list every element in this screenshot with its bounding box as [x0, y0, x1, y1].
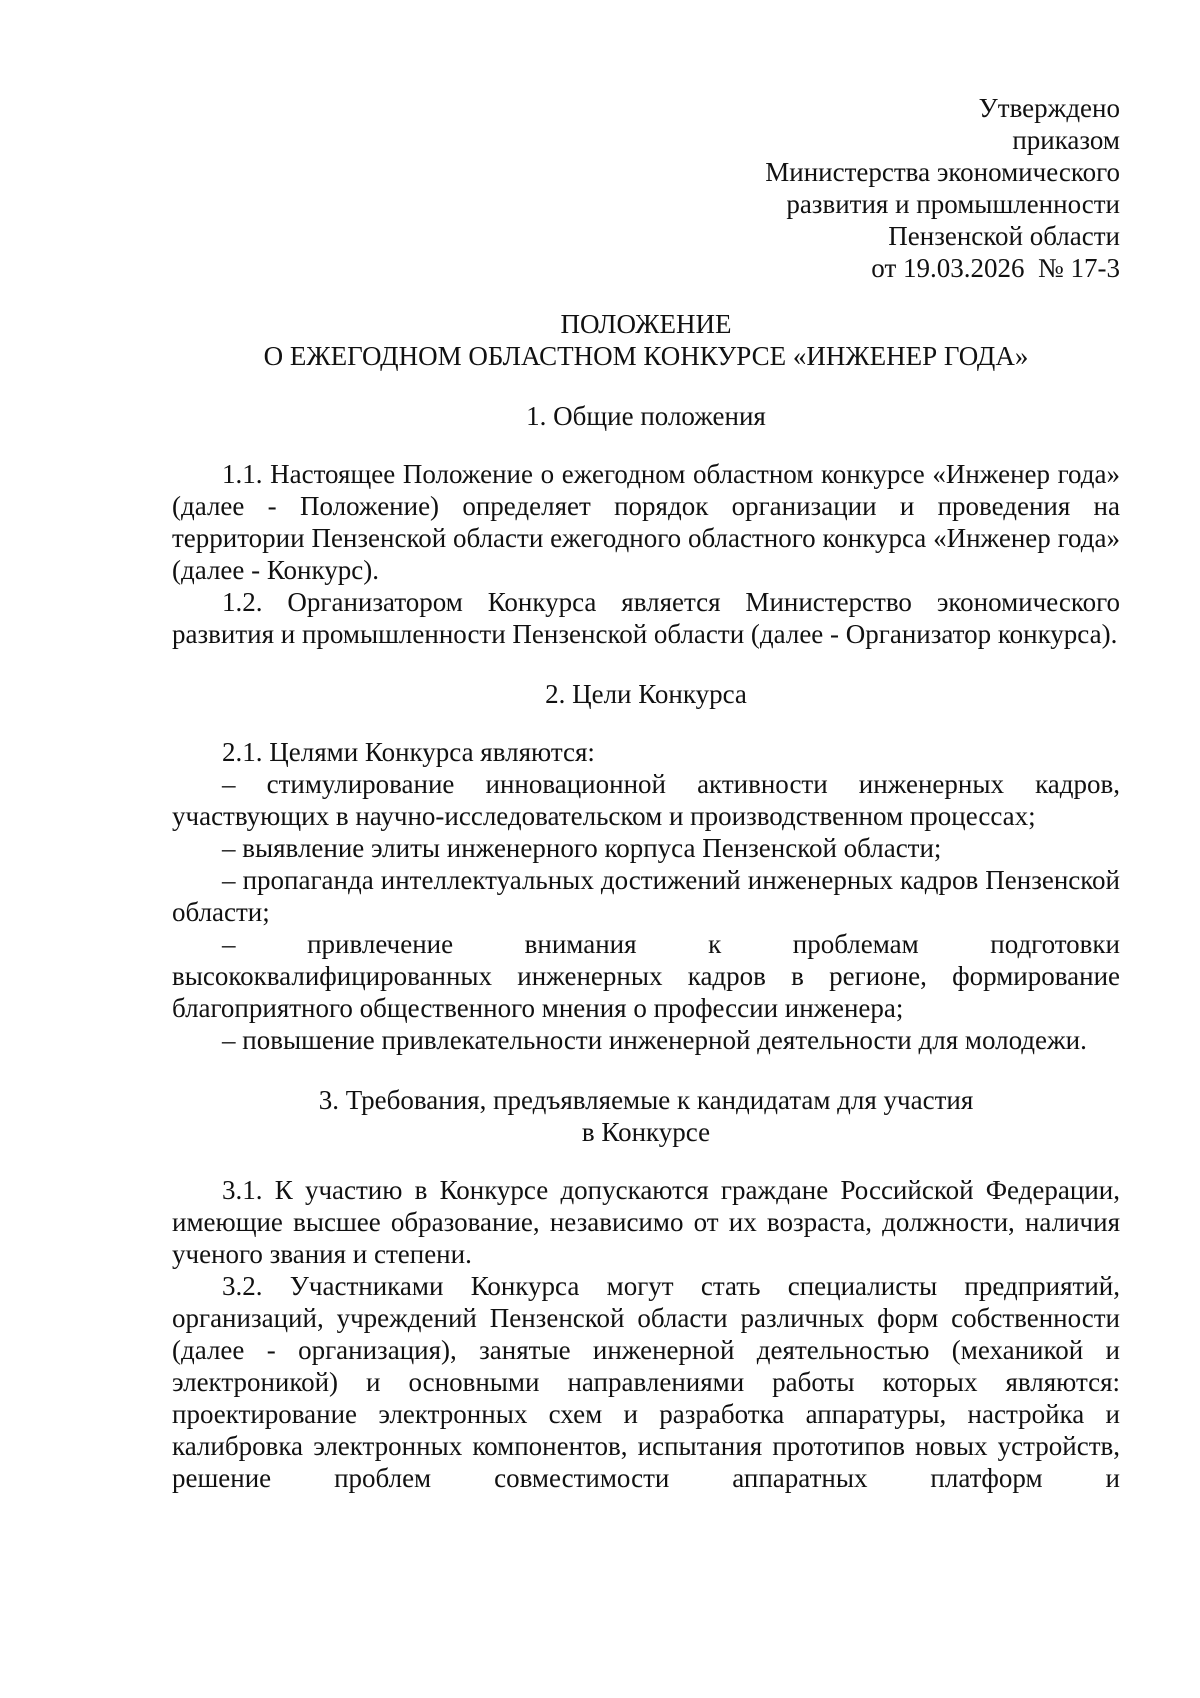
goal-item: – выявление элиты инженерного корпуса Пензенской области; [222, 833, 942, 863]
section-3-heading-line: в Конкурсе [581, 1117, 711, 1147]
title-line: ПОЛОЖЕНИЕ [560, 309, 732, 339]
section-3-heading [172, 1084, 1120, 1148]
goal-item: – привлечение внимания к проблемам подготовки высококвалифицированных инженерных кадров в регионе, формирование благоприятного общественного мнения о профессии инженера; [172, 929, 1120, 1023]
paragraph-1-2: 1.2. Организатором Конкурса является Министерство экономического развития и промышленности Пензенской области (далее - Организатор конкурса). [172, 587, 1120, 649]
approval-date-number: от 19.03.2026 № 17-3 [871, 253, 1120, 283]
approval-line: Утверждено [978, 93, 1120, 123]
approval-stamp [172, 92, 1120, 284]
goal-item: – стимулирование инновационной активности инженерных кадров, участвующих в научно-исследовательском и производственном процессах; [172, 769, 1120, 831]
paragraph-3-1: 3.1. К участию в Конкурсе допускаются граждане Российской Федерации, имеющие высшее образование, независимо от их возраста, должности, наличия ученого звания и степени. [172, 1175, 1120, 1269]
section-3-heading-line: 3. Требования, предъявляемые к кандидатам для участия [318, 1085, 974, 1115]
paragraph-1-1: 1.1. Настоящее Положение о ежегодном областном конкурсе «Инженер года» (далее - Положение) определяет порядок организации и проведения на территории Пензенской области ежегодного областного конкурса «Инженер года» (далее - Конкурс). [172, 459, 1120, 585]
title-line: О ЕЖЕГОДНОМ ОБЛАСТНОМ КОНКУРСЕ «ИНЖЕНЕР ГОДА» [263, 341, 1029, 371]
document-title [172, 308, 1120, 372]
paragraph-3-2: 3.2. Участниками Конкурса могут стать специалисты предприятий, организаций, учреждений Пензенской области различных форм собственности (далее - организация), занятые инженерной деятельностью (механикой и электроникой) и основными направлениями работы которых являются: проектирование электронных схем и разработка аппаратуры, настройка и калибровка электронных компонентов, испытания прототипов новых устройств, решение проблем совместимости аппаратных платформ и [172, 1271, 1120, 1493]
section-1-heading: 1. Общие положения [526, 401, 766, 431]
section-2-heading: 2. Цели Конкурса [545, 679, 747, 709]
document-page [172, 92, 1120, 1494]
approval-line: Министерства экономического [765, 157, 1120, 187]
goal-item: – пропаганда интеллектуальных достижений инженерных кадров Пензенской области; [172, 865, 1120, 927]
approval-line: развития и промышленности [786, 189, 1120, 219]
goal-item: – повышение привлекательности инженерной деятельности для молодежи. [222, 1025, 1087, 1055]
approval-line: приказом [1012, 125, 1120, 155]
paragraph-2-1: 2.1. Целями Конкурса являются: [222, 737, 595, 767]
approval-line: Пензенской области [888, 221, 1120, 251]
